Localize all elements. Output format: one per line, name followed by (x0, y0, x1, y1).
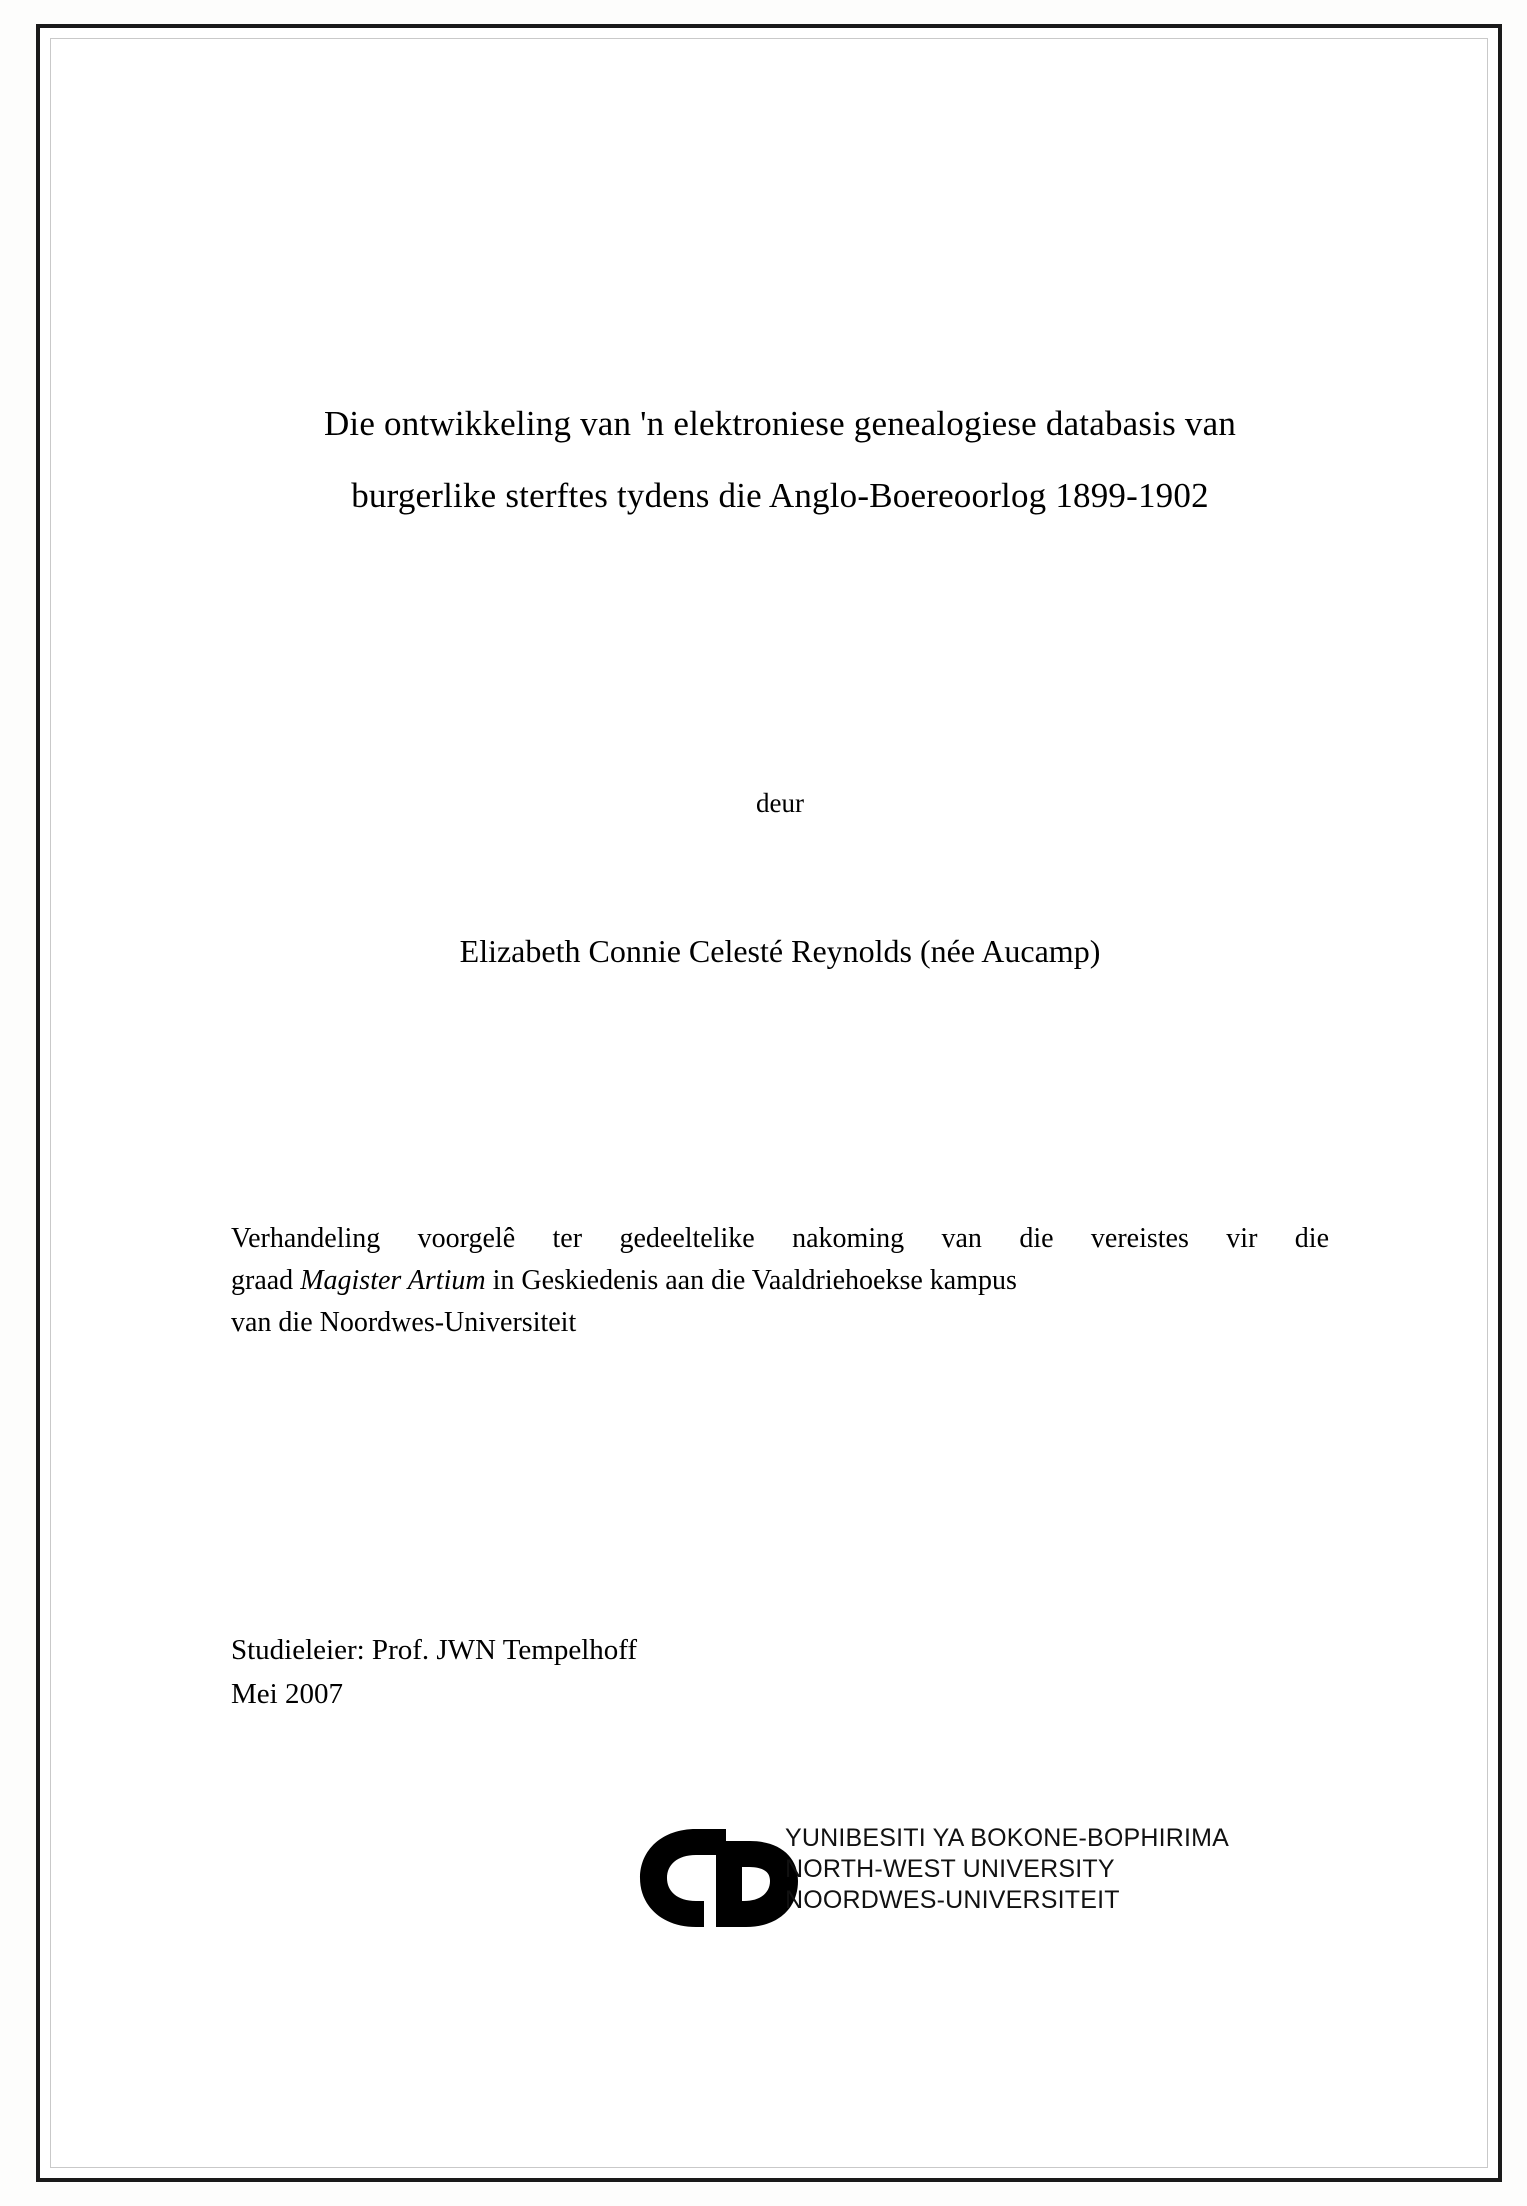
university-logo-text (785, 1823, 1229, 1916)
title-line-1: Die ontwikkeling van 'n elektroniese genealogiese databasis van (323, 404, 1237, 443)
north-west-university-logo-mark-icon (630, 1823, 810, 1933)
logo-text-line-2: NORTH-WEST UNIVERSITY (785, 1855, 1115, 1883)
degree-name-italic: Magister Artium (300, 1265, 486, 1296)
logo-text-line-1: YUNIBESITI YA BOKONE-BOPHIRIMA (785, 1824, 1230, 1852)
logo-text-line-3: NOORDWES-UNIVERSITEIT (785, 1886, 1120, 1914)
title-line-2: burgerlike sterftes tydens die Anglo-Boereoorlog 1899-1902 (351, 476, 1209, 515)
university-logo (515, 1813, 1315, 1943)
degree-statement-line-2-before: graad (231, 1265, 301, 1296)
date-line: Mei 2007 (231, 1678, 343, 1710)
degree-statement-line-1: Verhandeling voorgelê ter gedeeltelike nakoming van die vereistes vir die (231, 1223, 1329, 1254)
degree-statement-line-2 (231, 1260, 1329, 1302)
author-name: Elizabeth Connie Celesté Reynolds (née Aucamp) (459, 933, 1101, 969)
by-label: deur (756, 788, 804, 818)
degree-statement (231, 1218, 1329, 1344)
degree-statement-line-3: van die Noordwes-Universiteit (231, 1307, 577, 1338)
page-title (220, 388, 1340, 532)
page-border (36, 24, 1502, 2182)
title-page-content (190, 28, 1370, 2178)
degree-statement-line-2-after: in Geskiedenis aan die Vaaldriehoekse kampus (485, 1265, 1017, 1296)
supervisor-and-date (231, 1628, 1131, 1716)
supervisor-line: Studieleier: Prof. JWN Tempelhoff (231, 1634, 638, 1666)
